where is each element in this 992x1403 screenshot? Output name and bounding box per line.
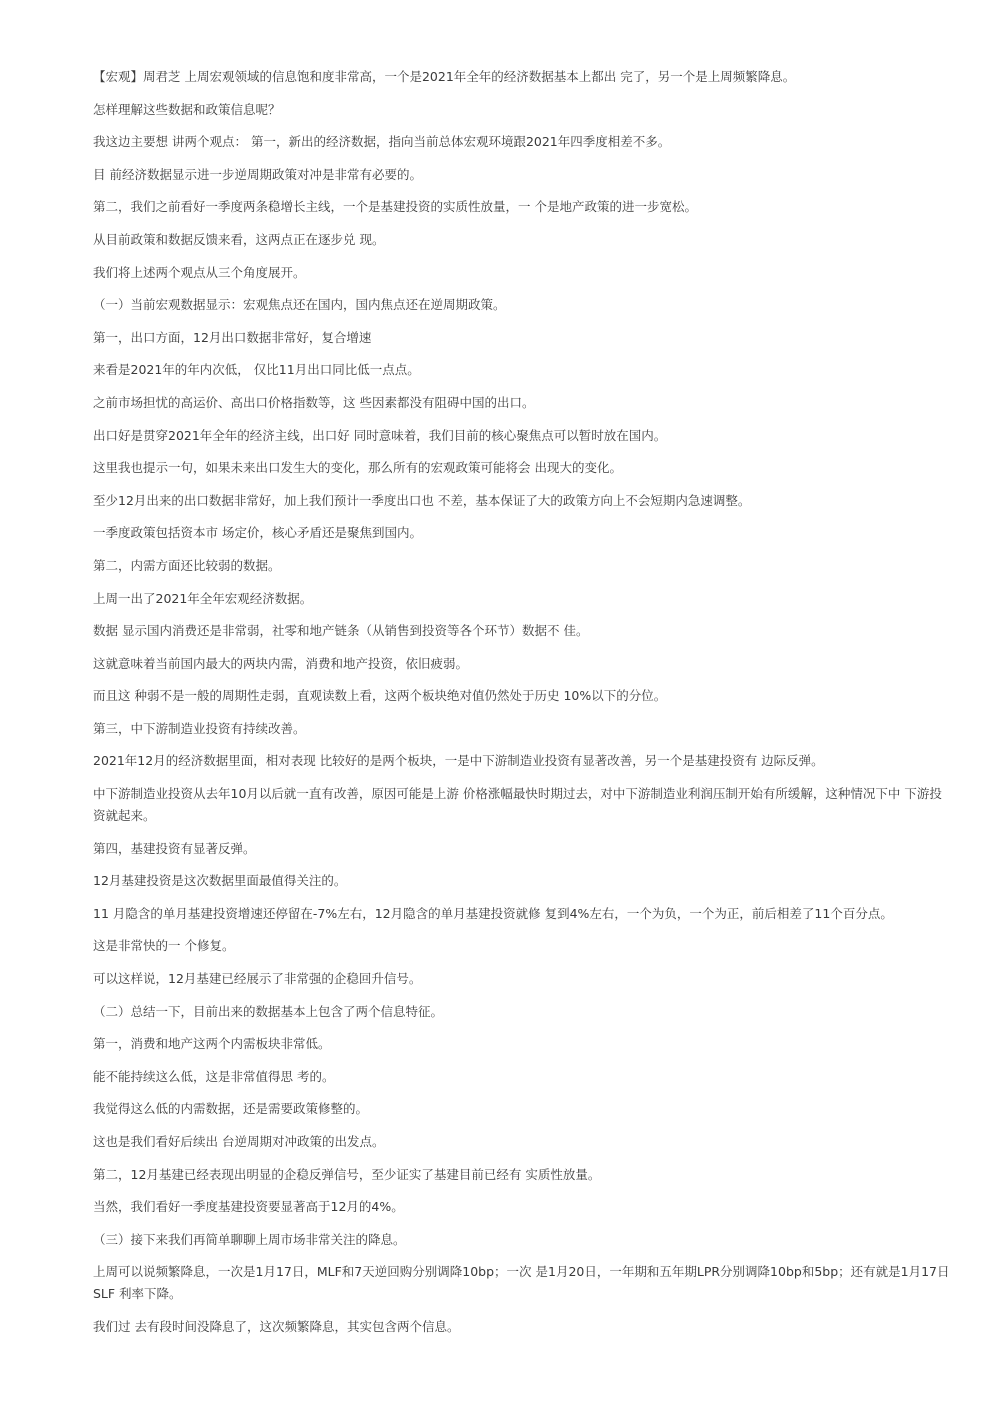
paragraph: 第三，中下游制造业投资有持续改善。 xyxy=(93,720,306,736)
paragraph: 可以这样说，12月基建已经展示了非常强的企稳回升信号。 xyxy=(93,971,422,987)
paragraph: 怎样理解这些数据和政策信息呢？ xyxy=(93,101,281,117)
paragraph: 数据 显示国内消费还是非常弱，社零和地产链条（从销售到投资等各个环节）数据不 佳。 xyxy=(93,623,589,639)
paragraph: 至少12月出来的出口数据非常好，加上我们预计一季度出口也 不差，基本保证了大的政策方向上不会短期内急速调整。 xyxy=(93,492,751,508)
paragraph: 来看是2021年的年内次低， 仅比11月出口同比低一点点。 xyxy=(93,362,420,378)
paragraph: 上周可以说频繁降息，一次是1月17日，MLF和7天逆回购分别调降10bp；一次 是1月20日，一年期和五年期LPR分别调降10bp和5bp；还有就是1月17日SLF 利率下降。 xyxy=(93,1264,950,1302)
paragraph: 从目前政策和数据反馈来看，这两点正在逐步兑 现。 xyxy=(93,231,385,247)
paragraph: 这是非常快的一 个修复。 xyxy=(93,938,235,954)
paragraph: 一季度政策包括资本市 场定价，核心矛盾还是聚焦到国内。 xyxy=(93,525,422,541)
section-heading: （三）接下来我们再简单聊聊上周市场非常关注的降息。 xyxy=(93,1231,406,1247)
paragraph: 【宏观】周君芝 上周宏观领域的信息饱和度非常高，一个是2021年全年的经济数据基本上都出 完了，另一个是上周频繁降息。 xyxy=(93,69,796,84)
paragraph: 我们将上述两个观点从三个角度展开。 xyxy=(93,264,306,280)
paragraph: 能不能持续这么低，这是非常值得思 考的。 xyxy=(93,1068,335,1084)
paragraph: 而且这 种弱不是一般的周期性走弱，直观读数上看，这两个板块绝对值仍然处于历史 10%以下的分位。 xyxy=(93,688,667,704)
paragraph: 12月基建投资是这次数据里面最值得关注的。 xyxy=(93,873,347,889)
paragraph: 第二，我们之前看好一季度两条稳增长主线，一个是基建投资的实质性放量，一 个是地产政策的进一步宽松。 xyxy=(93,199,697,215)
paragraph: 第二，内需方面还比较弱的数据。 xyxy=(93,557,281,573)
paragraph: 第一，出口方面，12月出口数据非常好，复合增速 xyxy=(93,329,372,345)
paragraph: 这也是我们看好后续出 台逆周期对冲政策的出发点。 xyxy=(93,1134,385,1149)
paragraph: 第二，12月基建已经表现出明显的企稳反弹信号，至少证实了基建目前已经有 实质性放量。 xyxy=(93,1166,601,1182)
paragraph: 第四，基建投资有显著反弹。 xyxy=(93,840,256,856)
paragraph: 之前市场担忧的高运价、高出口价格指数等，这 些因素都没有阻碍中国的出口。 xyxy=(93,394,535,410)
section-heading: （二）总结一下，目前出来的数据基本上包含了两个信息特征。 xyxy=(93,1003,444,1019)
paragraph: 我这边主要想 讲两个观点： 第一，新出的经济数据，指向当前总体宏观环境跟2021年四季度相差不多。 xyxy=(93,134,671,150)
paragraph: 出口好是贯穿2021年全年的经济主线，出口好 同时意味着，我们目前的核心聚焦点可以暂时放在国内。 xyxy=(93,427,667,443)
paragraph: 2021年12月的经济数据里面，相对表现 比较好的是两个板块，一是中下游制造业投资有显著改善，另一个是基建投资有 边际反弹。 xyxy=(93,753,824,769)
paragraph: 第一，消费和地产这两个内需板块非常低。 xyxy=(93,1036,331,1052)
paragraph: 中下游制造业投资从去年10月以后就一直有改善，原因可能是上游 价格涨幅最快时期过去，对中下游制造业利润压制开始有所缓解，这种情况下中 下游投资就起来。 xyxy=(93,786,942,824)
document-body xyxy=(93,66,953,1349)
paragraph: 当然，我们看好一季度基建投资要显著高于12月的4%。 xyxy=(93,1199,404,1215)
paragraph: 这就意味着当前国内最大的两块内需，消费和地产投资，依旧疲弱。 xyxy=(93,655,469,671)
paragraph: 这里我也提示一句，如果未来出口发生大的变化，那么所有的宏观政策可能将会 出现大的变化。 xyxy=(93,460,622,476)
paragraph: 11 月隐含的单月基建投资增速还停留在-7%左右，12月隐含的单月基建投资就修 复到4%左右，一个为负，一个为正，前后相差了11个百分点。 xyxy=(93,905,893,921)
paragraph: 上周一出了2021年全年宏观经济数据。 xyxy=(93,590,313,606)
section-heading: （一）当前宏观数据显示：宏观焦点还在国内，国内焦点还在逆周期政策。 xyxy=(93,297,506,313)
paragraph: 我觉得这么低的内需数据，还是需要政策修整的。 xyxy=(93,1101,369,1117)
paragraph: 目 前经济数据显示进一步逆周期政策对冲是非常有必要的。 xyxy=(93,166,422,182)
paragraph: 我们过 去有段时间没降息了，这次频繁降息，其实包含两个信息。 xyxy=(93,1318,460,1334)
